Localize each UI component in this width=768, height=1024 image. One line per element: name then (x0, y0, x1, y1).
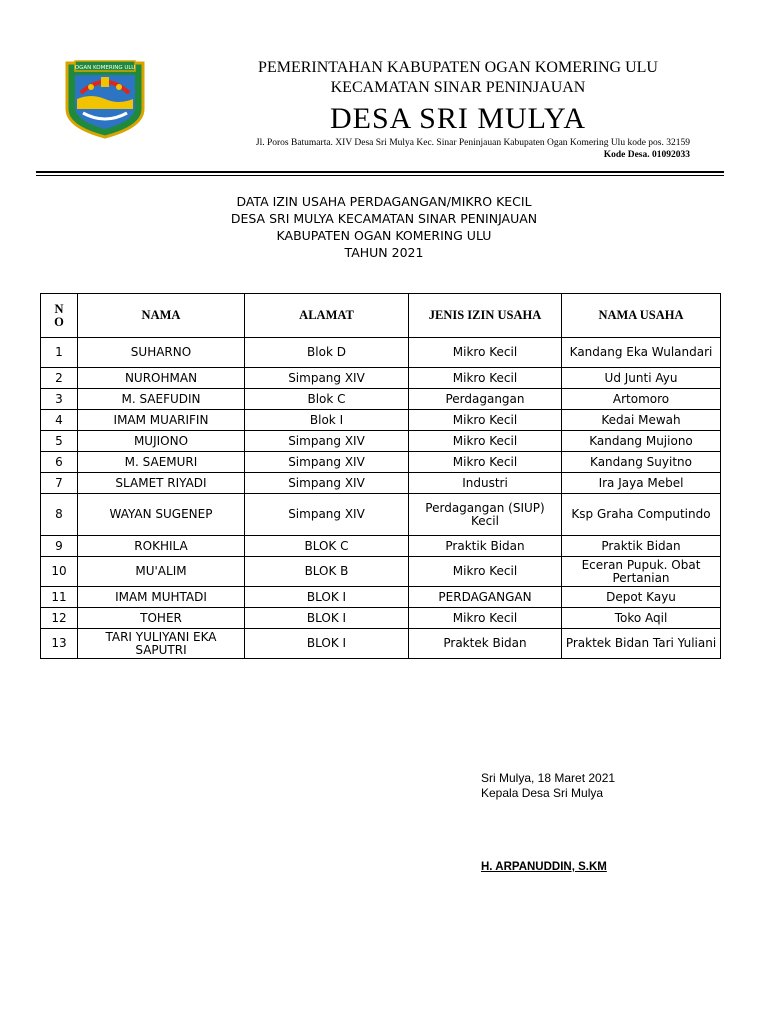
cell-alamat: Simpang XIV (245, 368, 409, 389)
cell-nama-usaha: Toko Aqil (562, 608, 721, 629)
cell-nama-usaha: Praktik Bidan (562, 536, 721, 557)
cell-jenis-izin-usaha: Mikro Kecil (409, 452, 562, 473)
business-permit-table (40, 293, 721, 659)
table-row (41, 338, 721, 368)
cell-alamat: BLOK I (245, 629, 409, 659)
cell-no: 2 (41, 368, 78, 389)
title-line-1: DATA IZIN USAHA PERDAGANGAN/MIKRO KECIL (236, 194, 532, 209)
table-row (41, 608, 721, 629)
logo-text: OGAN KOMERING ULU (74, 65, 136, 71)
cell-alamat: Simpang XIV (245, 452, 409, 473)
cell-alamat: BLOK C (245, 536, 409, 557)
table-row (41, 368, 721, 389)
table-row (41, 410, 721, 431)
cell-no: 5 (41, 431, 78, 452)
cell-nama: NUROHMAN (78, 368, 245, 389)
signature-place-date: Sri Mulya, 18 Maret 2021 (481, 771, 616, 785)
cell-jenis-izin-usaha: Mikro Kecil (409, 608, 562, 629)
table-row (41, 494, 721, 536)
cell-jenis-izin-usaha: Mikro Kecil (409, 338, 562, 368)
cell-nama-usaha: Kandang Mujiono (562, 431, 721, 452)
table-header-row (41, 294, 721, 338)
letterhead-rule-thin (36, 175, 724, 176)
village-name: DESA SRI MULYA (329, 102, 587, 135)
cell-nama: MUJIONO (78, 431, 245, 452)
cell-no: 12 (41, 608, 78, 629)
cell-nama: ROKHILA (78, 536, 245, 557)
cell-alamat: Simpang XIV (245, 473, 409, 494)
signatory-name: H. ARPANUDDIN, S.KM (481, 861, 607, 873)
cell-no: 10 (41, 557, 78, 587)
header-alamat: ALAMAT (245, 294, 409, 338)
signature-block (481, 771, 741, 801)
government-name: PEMERINTAHAN KABUPATEN OGAN KOMERING ULU (258, 59, 658, 76)
cell-nama: IMAM MUARIFIN (78, 410, 245, 431)
cell-jenis-izin-usaha: Praktek Bidan (409, 629, 562, 659)
cell-nama: SLAMET RIYADI (78, 473, 245, 494)
header-no-top: N (54, 301, 64, 316)
cell-nama-usaha: Ksp Graha Computindo (562, 494, 721, 536)
cell-nama: WAYAN SUGENEP (78, 494, 245, 536)
title-line-4: TAHUN 2021 (344, 245, 424, 260)
cell-nama: IMAM MUHTADI (78, 587, 245, 608)
header-jenis-izin-usaha: JENIS IZIN USAHA (409, 294, 562, 338)
table-row (41, 389, 721, 410)
cell-nama: TARI YULIYANI EKA SAPUTRI (78, 629, 245, 659)
cell-nama: M. SAEMURI (78, 452, 245, 473)
letterhead (160, 58, 720, 138)
table-row (41, 473, 721, 494)
regency-emblem-logo (61, 57, 149, 139)
cell-nama-usaha: Artomoro (562, 389, 721, 410)
cell-jenis-izin-usaha: Perdagangan (SIUP) Kecil (409, 494, 562, 536)
cell-no: 11 (41, 587, 78, 608)
cell-nama-usaha: Kedai Mewah (562, 410, 721, 431)
cell-nama-usaha: Praktek Bidan Tari Yuliani (562, 629, 721, 659)
cell-alamat: Simpang XIV (245, 494, 409, 536)
cell-nama-usaha: Ira Jaya Mebel (562, 473, 721, 494)
cell-no: 7 (41, 473, 78, 494)
cell-no: 8 (41, 494, 78, 536)
cell-alamat: BLOK B (245, 557, 409, 587)
cell-nama: SUHARNO (78, 338, 245, 368)
cell-no: 6 (41, 452, 78, 473)
cell-jenis-izin-usaha: Mikro Kecil (409, 557, 562, 587)
cell-no: 1 (41, 338, 78, 368)
village-code: Kode Desa. 01092033 (603, 150, 690, 160)
letterhead-rule-thick (36, 171, 724, 173)
cell-alamat: Simpang XIV (245, 431, 409, 452)
cell-jenis-izin-usaha: Praktik Bidan (409, 536, 562, 557)
cell-alamat: Blok D (245, 338, 409, 368)
cell-alamat: Blok I (245, 410, 409, 431)
cell-nama: TOHER (78, 608, 245, 629)
table-body (41, 338, 721, 659)
cell-jenis-izin-usaha: Mikro Kecil (409, 431, 562, 452)
header-no-bottom: O (54, 314, 64, 329)
village-address: Jl. Poros Batumarta. XIV Desa Sri Mulya Kec. Sinar Peninjauan Kabupaten Ogan Komering Ulu kode pos. 32159 (255, 138, 690, 148)
cell-nama-usaha: Eceran Pupuk. Obat Pertanian (562, 557, 721, 587)
cell-alamat: BLOK I (245, 608, 409, 629)
header-no (41, 294, 78, 338)
cell-jenis-izin-usaha: Industri (409, 473, 562, 494)
cell-alamat: BLOK I (245, 587, 409, 608)
header-nama: NAMA (78, 294, 245, 338)
table-row (41, 587, 721, 608)
cell-no: 9 (41, 536, 78, 557)
table-row (41, 557, 721, 587)
header-nama-usaha: NAMA USAHA (562, 294, 721, 338)
cell-jenis-izin-usaha: PERDAGANGAN (409, 587, 562, 608)
table-row (41, 536, 721, 557)
cell-no: 4 (41, 410, 78, 431)
signature-position: Kepala Desa Sri Mulya (481, 786, 604, 800)
cell-nama-usaha: Depot Kayu (562, 587, 721, 608)
document-title (0, 193, 768, 261)
district-name: KECAMATAN SINAR PENINJAUAN (330, 79, 586, 96)
table-row (41, 629, 721, 659)
title-line-2: DESA SRI MULYA KECAMATAN SINAR PENINJAUAN (230, 211, 538, 226)
cell-no: 3 (41, 389, 78, 410)
table-row (41, 452, 721, 473)
cell-nama: M. SAEFUDIN (78, 389, 245, 410)
letterhead-address-block (170, 138, 690, 160)
cell-nama-usaha: Kandang Suyitno (562, 452, 721, 473)
cell-alamat: Blok C (245, 389, 409, 410)
cell-nama-usaha: Ud Junti Ayu (562, 368, 721, 389)
cell-jenis-izin-usaha: Mikro Kecil (409, 410, 562, 431)
cell-no: 13 (41, 629, 78, 659)
cell-nama: MU'ALIM (78, 557, 245, 587)
title-line-3: KABUPATEN OGAN KOMERING ULU (276, 228, 492, 243)
table-row (41, 431, 721, 452)
cell-jenis-izin-usaha: Perdagangan (409, 389, 562, 410)
cell-jenis-izin-usaha: Mikro Kecil (409, 368, 562, 389)
cell-nama-usaha: Kandang Eka Wulandari (562, 338, 721, 368)
